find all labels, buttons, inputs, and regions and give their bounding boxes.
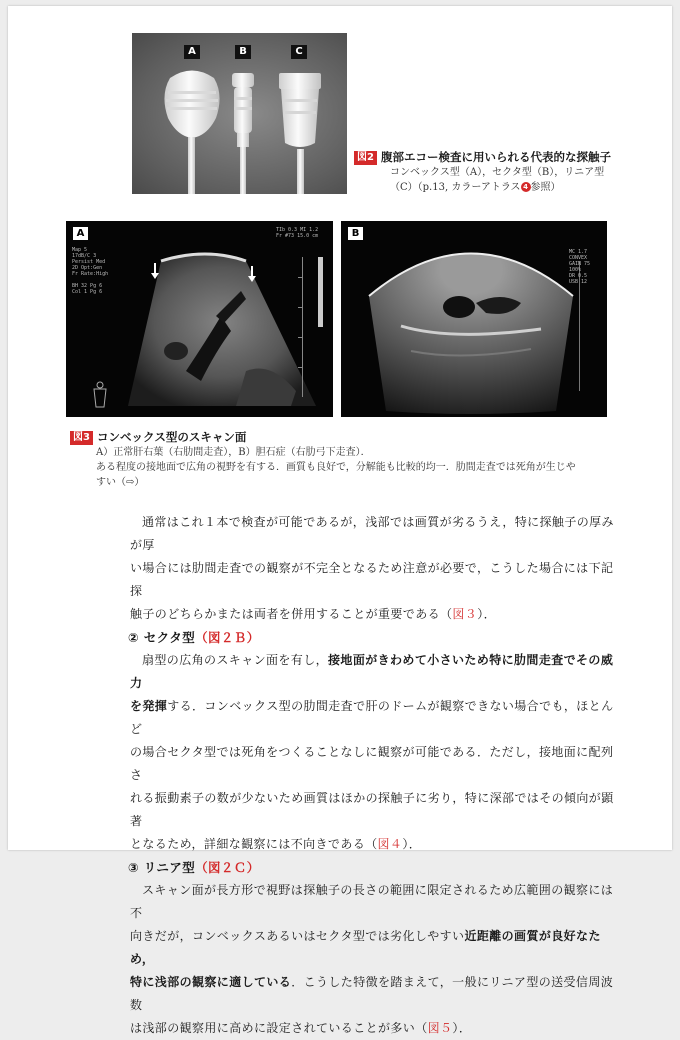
figure3-ref-link[interactable]: 図３: [452, 607, 478, 621]
section-number: ③: [128, 860, 139, 875]
readout-line: Col 1 Pg 6: [72, 289, 103, 295]
figure3-tag: 図3: [70, 431, 93, 445]
readout-line: DR 0.5: [569, 273, 588, 279]
text-line: 触子のどちらかまたは両者を併用することが重要である（: [130, 607, 453, 621]
readout-line: Map 5: [72, 247, 88, 253]
figure3-caption-line1: A）正常肝右葉（右肋間走査），B）胆石症（右肋弓下走査）．: [96, 447, 371, 458]
image-a-right-readout: [276, 227, 318, 239]
text-line: い場合には肋間走査での観察が不完全となるため注意が必要で，こうした場合には下記探: [130, 561, 614, 598]
image-a-left-readout: [72, 247, 108, 295]
readout-line: Persist Med: [72, 259, 106, 265]
figure2-caption-line2-b: 参照）: [530, 182, 561, 193]
probe-label-b: B: [235, 45, 251, 59]
text-line: 扇型の広角のスキャン面を有し，: [142, 653, 329, 667]
section-title: リニア型: [143, 860, 196, 875]
readout-line: Fr Rate:High: [72, 271, 109, 277]
text-line: スキャン面が長方形で視野は探触子の長さの範囲に限定されるため広範囲の観察には不: [130, 883, 614, 920]
figure5-ref-link[interactable]: 図５: [427, 1021, 453, 1035]
readout-line: TIb 0.3 MI 1.2: [276, 227, 319, 233]
figure2-title: 腹部エコー検査に用いられる代表的な探触子: [380, 150, 611, 164]
ultrasound-image-b: [341, 221, 607, 417]
figure3-title: コンベックス型のスキャン面: [96, 430, 247, 444]
probes-illustration: [132, 33, 347, 194]
figure2-title-row: [354, 149, 654, 165]
emphasis-text: を発揮: [130, 699, 168, 713]
section-heading-linear: [128, 856, 618, 879]
page: [8, 6, 672, 1035]
image-a-label: A: [73, 227, 88, 240]
figure3-caption: [70, 429, 630, 490]
figure2-caption-line2-a: （C）（p.13, カラーアトラス: [390, 182, 521, 193]
color-atlas-number-badge: 4: [521, 182, 531, 192]
text-line: となるため，詳細な観察には不向きである（: [130, 837, 378, 851]
section-heading-sector: [128, 626, 618, 649]
image-b-label: B: [348, 227, 363, 240]
emphasis-text: 接地面がきわめて小さいため特に肋間走査でその威力: [130, 653, 614, 690]
text-line: の場合セクタ型では死角をつくることなしに観察が可能である．ただし，接地面に配列さ: [130, 745, 614, 782]
figure3-caption-line2: ある程度の接地面で広角の視野を有する．画質も良好で，分解能も比較的均一．肋間走査では死角が生じや: [96, 462, 576, 473]
paragraph-1: [130, 511, 618, 626]
text-line: ）．: [477, 607, 497, 621]
text-line: 向きだが，コンベックスあるいはセクタ型では劣化しやすい: [130, 929, 465, 943]
readout-line: MC 1.7: [569, 249, 588, 255]
emphasis-text: 近距離の画質が良好なため，: [130, 929, 601, 966]
ultrasound-image-a: [66, 221, 333, 417]
figure4-ref-link[interactable]: 図４: [377, 837, 403, 851]
paragraph-3: [130, 879, 618, 1040]
figure2-tag: 図2: [354, 151, 377, 165]
image-b-right-readout: [569, 249, 590, 285]
readout-line: 100%: [569, 267, 582, 273]
figure2c-ref-link[interactable]: （図２Ｃ）: [195, 860, 260, 875]
body-text: [130, 511, 618, 1040]
figure3-title-row: [70, 429, 630, 445]
readout-line: GAIN 75: [569, 261, 591, 267]
probe-photo: [132, 33, 347, 194]
figure2-caption-line1: コンベックス型（A），セクタ型（B），リニア型: [390, 167, 605, 178]
text-line: ）．: [402, 837, 422, 851]
readout-line: BH 32 Pg 6: [72, 283, 103, 289]
text-line: は浅部の観察用に高めに設定されていることが多い（: [130, 1021, 428, 1035]
text-line: する．コンベックス型の肋間走査で肝のドームが観察できない場合でも，ほとんど: [130, 699, 614, 736]
emphasis-text: 特に浅部の観察に適している: [130, 975, 292, 989]
readout-line: CONVEX: [569, 255, 588, 261]
readout-line: 2D Opt:Gen: [72, 265, 103, 271]
paragraph-2: [130, 649, 618, 856]
probe-label-a: A: [184, 45, 200, 59]
section-number: ②: [128, 630, 139, 645]
figure3-caption-line3: すい（⇨）: [96, 477, 145, 488]
readout-line: 17dB/C 3: [72, 253, 97, 259]
figure2-caption-line2: [354, 180, 654, 195]
figure2b-ref-link[interactable]: （図２Ｂ）: [195, 630, 260, 645]
figure2-caption: [354, 149, 654, 195]
text-line: れる振動素子の数が少ないため画質はほかの探触子に劣り，特に深部ではその傾向が顕著: [130, 791, 614, 828]
text-line: ．こうした特徴を踏まえて，一般にリニア型の送受信周波数: [130, 975, 614, 1012]
readout-line: Fr #73 15.0 cm: [276, 233, 319, 239]
text-line: 通常はこれ１本で検査が可能であるが，浅部では画質が劣るうえ，特に探触子の厚みが厚: [130, 515, 614, 552]
probe-label-c: C: [291, 45, 307, 59]
section-title: セクタ型: [143, 630, 196, 645]
readout-line: USB 12: [569, 279, 588, 285]
gallbladder-scan-graphic: [341, 221, 607, 417]
text-line: ）．: [452, 1021, 472, 1035]
